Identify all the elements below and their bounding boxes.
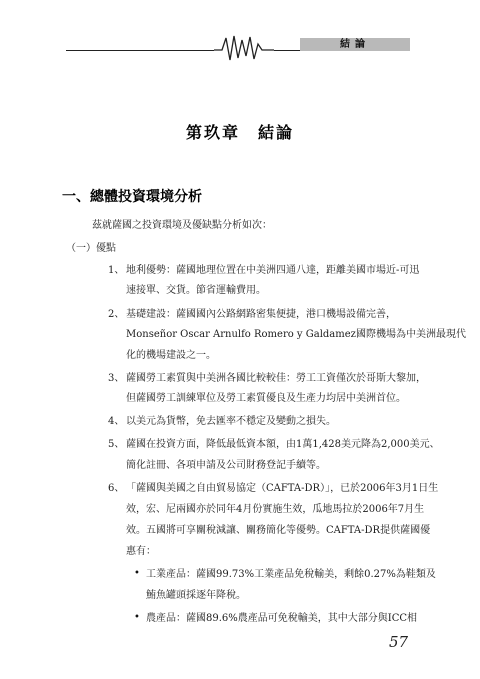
item-marker: 1、 <box>108 265 125 276</box>
item-line: 薩國在投資方面，降低最低資本額，由1萬1,428美元降為2,000美元、 <box>126 439 440 450</box>
bullet-line: 農產品：薩國89.6%農產品可免稅輸美，其中大部分與ICC相 <box>146 613 418 624</box>
item-line: 地利優勢：薩國地理位置在中美洲四通八達，距離美國市場近-可迅 <box>126 265 420 276</box>
item-line: 化的機場建設之一。 <box>126 350 216 361</box>
item-line: 效，宏、尼兩國亦於同年4月份實施生效，瓜地馬拉於2006年7月生 <box>126 504 425 515</box>
item-marker: 2、 <box>108 309 125 320</box>
bullet-line: 工業產品：薩國99.73%工業產品免稅輸美，剩餘0.27%為鞋類及 <box>146 569 436 580</box>
item-line: Monseñor Oscar Arnulfo Romero y Galdamez國際機場為中美洲最現代 <box>126 329 466 340</box>
item-marker: 6、 <box>108 483 125 494</box>
bullet-icon: • <box>134 612 140 623</box>
item-line: 「薩國與美國之自由貿易協定（CAFTA-DR）」，已於2006年3月1日生 <box>126 483 439 494</box>
item-marker: 5、 <box>108 439 125 450</box>
running-header-label: 結論 <box>340 39 370 50</box>
intro-paragraph: 茲就薩國之投資環境及優缺點分析如次： <box>92 220 272 231</box>
page-number: 57 <box>389 633 409 651</box>
chapter-title: 第玖章 結論 <box>185 123 294 142</box>
bullet-line: 鮪魚罐頭採逐年降稅。 <box>146 590 246 601</box>
bullet-icon: • <box>134 568 140 579</box>
item-line: 但薩國勞工訓練單位及勞工素質優良及生產力均居中美洲首位。 <box>126 393 406 404</box>
item-line: 惠有： <box>126 546 156 557</box>
item-line: 以美元為貨幣，免去匯率不穩定及變動之損失。 <box>126 416 336 427</box>
subsection-heading: （一）優點 <box>66 243 116 254</box>
pulse-line-icon <box>214 32 274 62</box>
item-line: 基礎建設：薩國國內公路網路密集便捷，港口機場設備完善， <box>126 309 396 320</box>
item-marker: 4、 <box>108 416 125 427</box>
item-marker: 3、 <box>108 373 125 384</box>
item-line: 效。五國將可享關稅減讓、關務簡化等優勢。CAFTA-DR提供薩國優 <box>126 525 431 536</box>
item-line: 薩國勞工素質與中美洲各國比較較佳：勞工工資僅次於哥斯大黎加， <box>126 373 426 384</box>
section-title: 一、總體投資環境分析 <box>62 189 202 205</box>
item-line: 簡化註冊、各項申請及公司財務登記手續等。 <box>126 460 326 471</box>
item-line: 速接單、交貨。節省運輸費用。 <box>126 285 266 296</box>
